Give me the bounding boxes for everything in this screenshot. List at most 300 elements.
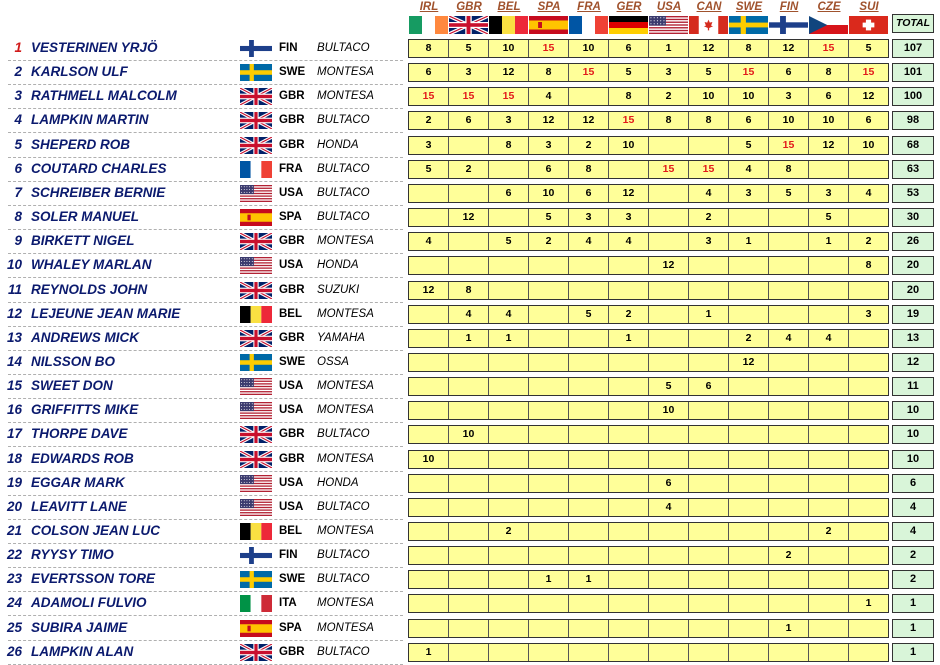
points-cell-usa [648,426,688,443]
points-cell-gbr [448,257,488,274]
points-cell-cze: 6 [808,88,848,105]
points-cell-usa [648,306,688,323]
rider-nationality: GBR [279,428,305,441]
points-cell-swe: 4 [728,161,768,178]
round-points-strip [408,619,889,638]
rider-machine: BULTACO [317,549,370,562]
belgium-flag-icon [489,16,528,34]
rider-nationality: SWE [279,355,306,368]
rider-position: 9 [14,233,22,249]
total-points: 98 [892,111,934,130]
points-cell-irl [409,547,448,564]
rider-machine: BULTACO [317,500,370,513]
points-cell-irl: 6 [425,66,432,79]
total-points: 101 [892,63,934,82]
points-cell-swe [728,282,768,299]
points-cell-swe [728,306,768,323]
total-points: 13 [892,329,934,348]
table-row [0,641,940,665]
rider-name: SUBIRA JAIME [31,619,128,635]
france-flag-icon [240,161,272,178]
points-cell-ger: 6 [608,40,648,57]
points-cell-fra [568,354,608,371]
points-cell-fin: 1 [768,620,808,637]
points-cell-fra [568,451,608,468]
rider-machine: MONTESA [317,380,374,393]
points-cell-ger: 10 [608,137,648,154]
points-cell-swe [728,475,768,492]
points-cell-swe [728,499,768,516]
points-cell-irl [409,620,448,637]
uk-flag-icon [240,330,272,347]
points-cell-ger: 1 [608,330,648,347]
rider-nationality: SPA [279,621,302,634]
points-cell-irl [409,523,448,540]
total-points: 26 [892,232,934,251]
total-points: 6 [892,474,934,493]
points-cell-can [688,499,728,516]
points-cell-bel: 2 [488,523,528,540]
rider-position: 4 [14,112,22,128]
points-cell-swe [728,595,768,612]
points-cell-gbr [448,547,488,564]
points-cell-sui: 4 [848,185,888,202]
round-points-strip [408,184,889,203]
points-cell-can [688,595,728,612]
total-points: 1 [892,619,934,638]
points-cell-irl: 5 [425,162,432,175]
points-cell-spa: 5 [528,209,568,226]
points-cell-irl [409,595,448,612]
points-cell-spa [528,451,568,468]
points-cell-irl: 1 [425,645,432,658]
points-cell-gbr [448,354,488,371]
points-cell-ger: 3 [608,209,648,226]
round-label-fra: FRA [577,1,601,13]
points-cell-sui [848,161,888,178]
table-row [0,327,940,351]
rider-name: ANDREWS MICK [31,329,139,345]
table-row [0,37,940,61]
rider-position: 19 [6,474,22,490]
points-cell-ger [608,644,648,661]
points-cell-bel [488,282,528,299]
table-row [0,520,940,544]
points-cell-swe [728,620,768,637]
points-cell-cze [808,257,848,274]
points-cell-fra: 6 [568,185,608,202]
rider-nationality: USA [279,476,304,489]
points-cell-can: 6 [688,378,728,395]
table-row [0,544,940,568]
total-points: 4 [892,498,934,517]
points-cell-fra [568,499,608,516]
uk-flag-icon [240,88,272,105]
rider-nationality: GBR [279,331,305,344]
points-cell-ger: 2 [608,306,648,323]
points-cell-fin [768,475,808,492]
points-cell-fra: 2 [568,137,608,154]
points-cell-irl: 3 [425,138,432,151]
points-cell-can [688,330,728,347]
rider-nationality: ITA [279,597,297,610]
round-points-strip [408,570,889,589]
points-cell-usa: 15 [648,161,688,178]
rider-nationality: SWE [279,66,306,79]
points-cell-fin [768,354,808,371]
points-cell-usa [648,595,688,612]
points-cell-usa [648,451,688,468]
points-cell-sui: 8 [848,257,888,274]
points-cell-cze [808,595,848,612]
table-row [0,61,940,85]
rounds-header [0,0,940,36]
rider-name: RYYSY TIMO [31,547,114,563]
points-cell-irl [409,475,448,492]
points-cell-sui [848,644,888,661]
points-cell-bel [488,402,528,419]
rider-machine: MONTESA [317,621,374,634]
points-cell-fra [568,378,608,395]
rider-name: SCHREIBER BERNIE [31,184,166,200]
points-cell-usa [648,620,688,637]
points-cell-can [688,402,728,419]
points-cell-gbr [448,644,488,661]
points-cell-bel [488,426,528,443]
points-cell-gbr [448,595,488,612]
rider-machine: BULTACO [317,211,370,224]
points-cell-bel: 8 [488,137,528,154]
points-cell-swe: 6 [728,112,768,129]
points-cell-swe [728,378,768,395]
total-points: 107 [892,39,934,58]
points-cell-usa: 1 [648,40,688,57]
belgium-flag-icon [240,306,272,323]
points-cell-spa [528,620,568,637]
rider-position: 6 [14,160,22,176]
points-cell-bel [488,378,528,395]
total-points: 2 [892,570,934,589]
points-cell-usa [648,354,688,371]
points-cell-fin: 10 [768,112,808,129]
points-cell-spa [528,499,568,516]
points-cell-gbr: 2 [448,161,488,178]
points-cell-fra [568,547,608,564]
points-cell-cze: 1 [808,233,848,250]
rider-name: REYNOLDS JOHN [31,281,148,297]
points-cell-can [688,451,728,468]
points-cell-can: 5 [688,64,728,81]
points-cell-sui [848,378,888,395]
points-cell-gbr [448,402,488,419]
rider-nationality: BEL [279,307,302,320]
rider-position: 24 [6,595,22,611]
round-points-strip [408,232,889,251]
rider-name: SOLER MANUEL [31,209,139,225]
points-cell-ger: 8 [608,88,648,105]
points-cell-ger: 15 [608,112,648,129]
rider-position: 22 [6,547,22,563]
points-cell-irl [409,257,448,274]
points-cell-spa: 15 [528,40,568,57]
rider-position: 25 [6,619,22,635]
rider-name: VESTERINEN YRJÖ [31,40,158,55]
points-cell-gbr [448,185,488,202]
rider-name: LEAVITT LANE [31,498,127,514]
points-cell-cze [808,451,848,468]
points-cell-cze [808,378,848,395]
rider-machine: MONTESA [317,90,374,103]
points-cell-ger: 5 [608,64,648,81]
points-cell-fin [768,282,808,299]
table-row [0,182,940,206]
points-cell-sui [848,620,888,637]
sweden-flag-icon [240,571,272,588]
total-points: 100 [892,87,934,106]
rider-machine: BULTACO [317,162,370,175]
points-cell-ger [608,354,648,371]
points-cell-ger [608,475,648,492]
points-cell-bel: 12 [488,64,528,81]
points-cell-cze [808,354,848,371]
points-cell-spa: 12 [528,112,568,129]
points-cell-spa: 1 [528,571,568,588]
usa-flag-icon [240,185,272,202]
points-cell-bel [488,595,528,612]
points-cell-swe [728,402,768,419]
sweden-flag-icon [729,16,768,34]
points-cell-cze [808,620,848,637]
rider-position: 12 [6,305,22,321]
points-cell-swe: 3 [728,185,768,202]
rider-name: ADAMOLI FULVIO [31,595,147,611]
points-cell-gbr [448,451,488,468]
points-cell-sui [848,354,888,371]
round-points-strip [408,208,889,227]
points-cell-ger [608,523,648,540]
rider-machine: MONTESA [317,525,374,537]
points-cell-can [688,644,728,661]
points-cell-fra [568,402,608,419]
points-cell-spa [528,426,568,443]
rider-position: 23 [6,571,22,587]
points-cell-irl [409,209,448,226]
rider-nationality: SPA [279,211,302,224]
points-cell-spa [528,523,568,540]
spain-flag-icon [240,209,272,226]
points-cell-fin [768,523,808,540]
total-points: 20 [892,281,934,300]
canada-flag-icon [689,16,728,34]
germany-flag-icon [609,16,648,34]
points-cell-can [688,523,728,540]
rider-nationality: USA [279,259,304,272]
round-points-strip [408,329,889,348]
points-cell-cze [808,644,848,661]
points-cell-swe [728,426,768,443]
points-cell-gbr [448,137,488,154]
points-cell-swe [728,644,768,661]
rider-position: 8 [14,209,22,225]
points-cell-bel [488,354,528,371]
points-cell-sui [848,451,888,468]
points-cell-ger [608,499,648,516]
points-cell-gbr: 6 [448,112,488,129]
points-cell-fra [568,88,608,105]
rider-machine: MONTESA [317,235,374,248]
points-cell-sui: 1 [848,595,888,612]
points-cell-cze [808,426,848,443]
points-cell-cze: 12 [808,137,848,154]
points-cell-bel: 3 [488,112,528,129]
round-points-strip [408,546,889,565]
points-cell-ger [608,282,648,299]
points-cell-usa [648,282,688,299]
points-cell-usa: 2 [648,88,688,105]
points-cell-cze: 8 [808,64,848,81]
table-row [0,134,940,158]
points-cell-swe [728,523,768,540]
points-cell-sui: 12 [848,88,888,105]
points-cell-sui: 10 [848,137,888,154]
points-cell-irl: 12 [422,283,435,296]
round-label-cze: CZE [817,1,841,13]
rider-name: EDWARDS ROB [31,450,134,466]
points-cell-cze: 2 [808,523,848,540]
uk-flag-icon [240,451,272,468]
points-cell-usa [648,233,688,250]
points-cell-fin [768,257,808,274]
points-cell-fin [768,451,808,468]
points-cell-fra [568,475,608,492]
points-cell-can: 4 [688,185,728,202]
points-cell-fra [568,426,608,443]
points-cell-gbr [448,571,488,588]
round-points-strip [408,256,889,275]
uk-flag-icon [240,426,272,443]
total-points: 53 [892,184,934,203]
round-points-strip [408,39,889,58]
points-cell-can [688,137,728,154]
points-cell-spa [528,402,568,419]
points-cell-bel [488,209,528,226]
rider-machine: MONTESA [317,404,374,417]
rider-nationality: GBR [279,645,305,658]
points-cell-fra [568,620,608,637]
points-cell-can [688,426,728,443]
points-cell-spa [528,282,568,299]
points-cell-ger [608,620,648,637]
points-cell-can [688,257,728,274]
points-cell-can [688,282,728,299]
table-row [0,206,940,230]
points-cell-sui [848,282,888,299]
points-cell-fin: 4 [768,330,808,347]
points-cell-bel [488,620,528,637]
points-cell-gbr [448,499,488,516]
points-cell-ger [608,451,648,468]
round-points-strip [408,63,889,82]
points-cell-sui [848,330,888,347]
points-cell-fra: 1 [568,571,608,588]
points-cell-cze: 5 [808,209,848,226]
points-cell-usa [648,523,688,540]
rider-position: 14 [6,353,22,369]
table-row [0,230,940,254]
round-points-strip [408,305,889,324]
points-cell-ger [608,426,648,443]
total-points: 19 [892,305,934,324]
points-cell-sui [848,499,888,516]
rider-position: 21 [6,523,22,538]
points-cell-irl [409,185,448,202]
rider-position: 15 [6,378,22,394]
points-cell-fin: 8 [768,161,808,178]
rider-machine: SUZUKI [317,283,360,296]
points-cell-swe: 5 [728,137,768,154]
table-row [0,448,940,472]
round-points-strip [408,136,889,155]
points-cell-cze: 4 [808,330,848,347]
rider-position: 18 [6,450,22,466]
points-cell-fra [568,595,608,612]
total-points: 4 [892,522,934,541]
ireland-flag-icon [409,16,448,34]
points-cell-swe [728,571,768,588]
points-cell-bel [488,161,528,178]
rider-nationality: GBR [279,114,305,127]
rider-position: 11 [7,281,22,297]
uk-flag-icon [240,282,272,299]
rider-nationality: GBR [279,138,305,151]
total-points: 10 [892,401,934,420]
points-cell-swe: 10 [728,88,768,105]
rider-position: 3 [14,88,22,104]
points-cell-gbr: 8 [448,282,488,299]
points-cell-can [688,475,728,492]
rider-name: EGGAR MARK [31,474,125,490]
usa-flag-icon [240,402,272,419]
round-points-strip [408,498,889,517]
uk-flag-icon [240,137,272,154]
points-cell-fin [768,378,808,395]
points-cell-sui [848,402,888,419]
rider-position: 13 [6,329,22,345]
points-cell-bel: 4 [488,306,528,323]
round-label-bel: BEL [497,1,521,13]
points-cell-irl: 10 [422,452,435,465]
uk-flag-icon [240,644,272,661]
points-cell-sui: 2 [848,233,888,250]
points-cell-usa: 6 [648,475,688,492]
points-cell-spa: 4 [528,88,568,105]
points-cell-bel: 5 [488,233,528,250]
points-cell-irl [409,330,448,347]
points-cell-fin [768,499,808,516]
points-cell-spa [528,306,568,323]
points-cell-gbr [448,620,488,637]
table-row [0,158,940,182]
rider-name: KARLSON ULF [31,64,128,80]
points-cell-cze [808,475,848,492]
rider-machine: OSSA [317,355,349,368]
round-points-strip [408,160,889,179]
points-cell-cze [808,547,848,564]
points-cell-swe: 2 [728,330,768,347]
round-points-strip [408,281,889,300]
rider-position: 1 [14,40,22,55]
spain-flag-icon [529,16,568,34]
